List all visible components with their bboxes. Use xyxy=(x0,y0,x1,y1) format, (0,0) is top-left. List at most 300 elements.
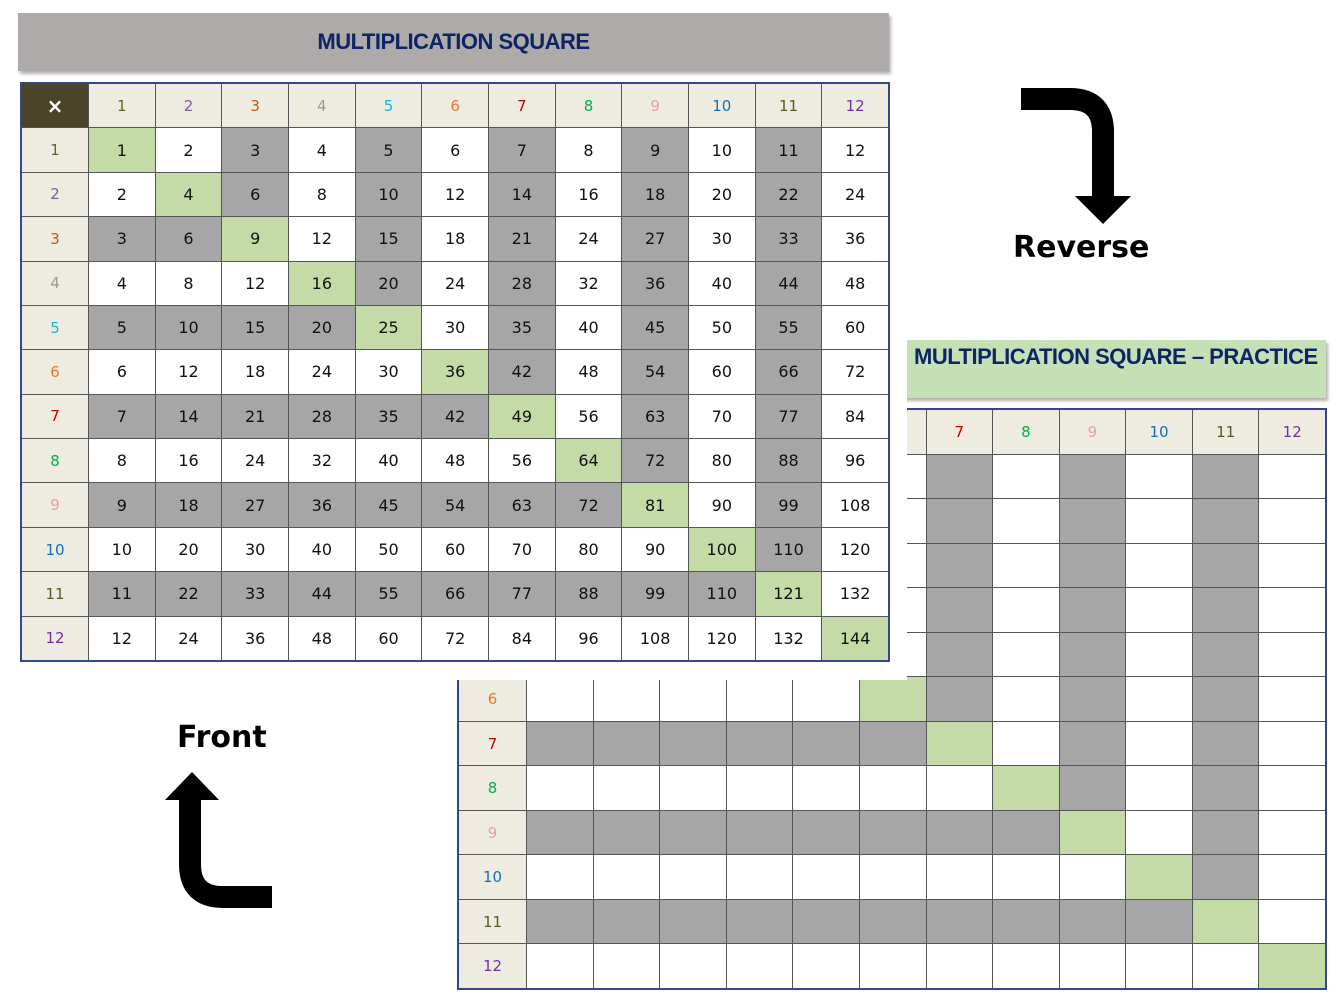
product-cell xyxy=(594,766,660,810)
product-cell xyxy=(1259,588,1325,632)
product-cell xyxy=(1259,944,1325,988)
product-cell: 21 xyxy=(222,395,288,438)
product-cell: 2 xyxy=(156,128,222,171)
product-cell xyxy=(860,722,926,766)
product-cell xyxy=(993,766,1059,810)
product-cell: 72 xyxy=(622,439,688,482)
reverse-arrow-icon xyxy=(0,0,1,1)
product-cell: 108 xyxy=(622,617,688,660)
product-cell: 42 xyxy=(422,395,488,438)
product-cell: 12 xyxy=(289,217,355,260)
product-cell xyxy=(527,900,593,944)
product-cell xyxy=(927,722,993,766)
product-cell xyxy=(1060,766,1126,810)
product-cell xyxy=(1259,766,1325,810)
product-cell: 9 xyxy=(622,128,688,171)
product-cell: 6 xyxy=(89,350,155,393)
product-cell xyxy=(727,766,793,810)
product-cell xyxy=(727,944,793,988)
product-cell xyxy=(993,722,1059,766)
product-cell: 4 xyxy=(89,262,155,305)
product-cell xyxy=(1126,811,1192,855)
product-cell: 35 xyxy=(489,306,555,349)
column-header: 10 xyxy=(1126,410,1192,454)
product-cell xyxy=(927,499,993,543)
product-cell: 14 xyxy=(156,395,222,438)
column-header: 12 xyxy=(822,84,888,127)
product-cell: 14 xyxy=(489,173,555,216)
product-cell: 121 xyxy=(756,572,822,615)
front-title-bar xyxy=(18,13,889,71)
product-cell: 45 xyxy=(356,483,422,526)
reverse-label: Reverse xyxy=(1013,230,1150,265)
product-cell xyxy=(927,633,993,677)
row-header: 12 xyxy=(459,944,526,988)
row-header: 5 xyxy=(22,306,88,349)
product-cell: 80 xyxy=(556,528,622,571)
product-cell xyxy=(793,722,859,766)
product-cell xyxy=(1193,544,1259,588)
product-cell: 70 xyxy=(489,528,555,571)
product-cell: 20 xyxy=(156,528,222,571)
product-cell: 63 xyxy=(489,483,555,526)
product-cell xyxy=(860,766,926,810)
product-cell xyxy=(993,811,1059,855)
product-cell xyxy=(1060,944,1126,988)
product-cell: 18 xyxy=(222,350,288,393)
product-cell xyxy=(927,900,993,944)
product-cell xyxy=(660,766,726,810)
product-cell: 28 xyxy=(289,395,355,438)
product-cell: 63 xyxy=(622,395,688,438)
column-header: 7 xyxy=(489,84,555,127)
product-cell: 20 xyxy=(689,173,755,216)
product-cell xyxy=(860,900,926,944)
product-cell: 49 xyxy=(489,395,555,438)
product-cell: 12 xyxy=(89,617,155,660)
product-cell: 30 xyxy=(356,350,422,393)
product-cell: 42 xyxy=(489,350,555,393)
product-cell: 66 xyxy=(422,572,488,615)
product-cell: 20 xyxy=(289,306,355,349)
product-cell xyxy=(1259,499,1325,543)
product-cell: 30 xyxy=(689,217,755,260)
product-cell xyxy=(927,811,993,855)
product-cell xyxy=(1193,811,1259,855)
product-cell: 12 xyxy=(156,350,222,393)
product-cell xyxy=(1259,677,1325,721)
product-cell: 12 xyxy=(422,173,488,216)
product-cell: 16 xyxy=(156,439,222,482)
product-cell xyxy=(1126,633,1192,677)
product-cell xyxy=(660,855,726,899)
product-cell: 60 xyxy=(356,617,422,660)
product-cell: 27 xyxy=(222,483,288,526)
row-header: 9 xyxy=(22,483,88,526)
product-cell: 40 xyxy=(289,528,355,571)
product-cell: 25 xyxy=(356,306,422,349)
column-header: 9 xyxy=(1060,410,1126,454)
product-cell xyxy=(594,944,660,988)
product-cell xyxy=(527,766,593,810)
product-cell xyxy=(927,944,993,988)
product-cell xyxy=(527,944,593,988)
product-cell: 132 xyxy=(756,617,822,660)
practice-title: MULTIPLICATION SQUARE – PRACTICE xyxy=(914,344,1318,369)
product-cell xyxy=(594,811,660,855)
product-cell: 22 xyxy=(756,173,822,216)
product-cell xyxy=(860,855,926,899)
product-cell xyxy=(993,544,1059,588)
column-header: 2 xyxy=(156,84,222,127)
row-header: 11 xyxy=(22,572,88,615)
product-cell xyxy=(660,944,726,988)
product-cell: 54 xyxy=(622,350,688,393)
product-cell: 5 xyxy=(89,306,155,349)
product-cell: 72 xyxy=(422,617,488,660)
product-cell: 15 xyxy=(356,217,422,260)
product-cell: 60 xyxy=(689,350,755,393)
product-cell xyxy=(1193,944,1259,988)
product-cell: 80 xyxy=(689,439,755,482)
product-cell: 96 xyxy=(556,617,622,660)
row-header: 2 xyxy=(22,173,88,216)
product-cell: 18 xyxy=(622,173,688,216)
product-cell xyxy=(1060,722,1126,766)
product-cell xyxy=(1193,499,1259,543)
product-cell xyxy=(1060,499,1126,543)
product-cell: 22 xyxy=(156,572,222,615)
product-cell: 99 xyxy=(622,572,688,615)
product-cell xyxy=(993,900,1059,944)
product-cell xyxy=(727,677,793,721)
product-cell xyxy=(1193,455,1259,499)
product-cell xyxy=(727,722,793,766)
product-cell xyxy=(793,900,859,944)
product-cell: 9 xyxy=(222,217,288,260)
product-cell: 88 xyxy=(756,439,822,482)
product-cell: 33 xyxy=(756,217,822,260)
product-cell xyxy=(594,855,660,899)
product-cell xyxy=(1126,855,1192,899)
product-cell: 8 xyxy=(556,128,622,171)
product-cell: 77 xyxy=(756,395,822,438)
product-cell: 12 xyxy=(222,262,288,305)
product-cell xyxy=(1193,677,1259,721)
product-cell xyxy=(1060,811,1126,855)
product-cell xyxy=(727,855,793,899)
product-cell: 9 xyxy=(89,483,155,526)
product-cell: 99 xyxy=(756,483,822,526)
product-cell: 50 xyxy=(356,528,422,571)
product-cell: 6 xyxy=(422,128,488,171)
product-cell xyxy=(527,677,593,721)
product-cell: 18 xyxy=(156,483,222,526)
product-cell xyxy=(793,677,859,721)
product-cell xyxy=(1259,633,1325,677)
product-cell: 132 xyxy=(822,572,888,615)
product-cell: 36 xyxy=(289,483,355,526)
product-cell: 24 xyxy=(289,350,355,393)
multiplication-sheet xyxy=(0,0,907,680)
product-cell: 10 xyxy=(89,528,155,571)
product-cell: 10 xyxy=(156,306,222,349)
product-cell xyxy=(594,722,660,766)
product-cell xyxy=(1193,855,1259,899)
product-cell xyxy=(927,677,993,721)
product-cell: 40 xyxy=(356,439,422,482)
product-cell: 5 xyxy=(356,128,422,171)
product-cell xyxy=(1259,811,1325,855)
row-header: 3 xyxy=(22,217,88,260)
product-cell: 88 xyxy=(556,572,622,615)
product-cell: 40 xyxy=(689,262,755,305)
product-cell xyxy=(660,677,726,721)
product-cell: 6 xyxy=(156,217,222,260)
product-cell xyxy=(527,855,593,899)
column-header: 1 xyxy=(89,84,155,127)
product-cell: 60 xyxy=(422,528,488,571)
row-header: 1 xyxy=(22,128,88,171)
product-cell: 3 xyxy=(89,217,155,260)
product-cell: 30 xyxy=(222,528,288,571)
product-cell xyxy=(793,766,859,810)
row-header: 4 xyxy=(22,262,88,305)
multiplication-grid xyxy=(20,82,890,662)
product-cell xyxy=(660,722,726,766)
product-cell xyxy=(727,900,793,944)
product-cell: 4 xyxy=(156,173,222,216)
product-cell: 45 xyxy=(622,306,688,349)
product-cell: 10 xyxy=(356,173,422,216)
column-header: 11 xyxy=(756,84,822,127)
front-title: MULTIPLICATION SQUARE xyxy=(317,29,590,54)
product-cell: 100 xyxy=(689,528,755,571)
product-cell: 6 xyxy=(222,173,288,216)
product-cell xyxy=(793,855,859,899)
row-header: 12 xyxy=(22,617,88,660)
product-cell xyxy=(1060,455,1126,499)
column-header: 5 xyxy=(356,84,422,127)
product-cell: 36 xyxy=(822,217,888,260)
product-cell: 8 xyxy=(289,173,355,216)
column-header: 8 xyxy=(993,410,1059,454)
product-cell: 84 xyxy=(822,395,888,438)
column-header: 12 xyxy=(1259,410,1325,454)
product-cell: 18 xyxy=(422,217,488,260)
product-cell: 11 xyxy=(756,128,822,171)
product-cell: 7 xyxy=(89,395,155,438)
product-cell: 81 xyxy=(622,483,688,526)
product-cell xyxy=(860,811,926,855)
product-cell: 55 xyxy=(756,306,822,349)
product-cell: 66 xyxy=(756,350,822,393)
product-cell xyxy=(727,811,793,855)
column-header: 11 xyxy=(1193,410,1259,454)
product-cell: 144 xyxy=(822,617,888,660)
product-cell: 36 xyxy=(222,617,288,660)
product-cell: 44 xyxy=(289,572,355,615)
product-cell: 90 xyxy=(622,528,688,571)
product-cell xyxy=(993,455,1059,499)
product-cell xyxy=(1193,633,1259,677)
product-cell: 44 xyxy=(756,262,822,305)
product-cell xyxy=(1060,544,1126,588)
product-cell xyxy=(527,811,593,855)
product-cell xyxy=(1126,900,1192,944)
product-cell: 110 xyxy=(756,528,822,571)
product-cell xyxy=(1126,722,1192,766)
product-cell: 30 xyxy=(422,306,488,349)
product-cell: 64 xyxy=(556,439,622,482)
product-cell: 56 xyxy=(556,395,622,438)
product-cell: 33 xyxy=(222,572,288,615)
product-cell: 50 xyxy=(689,306,755,349)
product-cell: 40 xyxy=(556,306,622,349)
product-cell: 21 xyxy=(489,217,555,260)
product-cell xyxy=(927,766,993,810)
product-cell: 11 xyxy=(89,572,155,615)
product-cell xyxy=(594,677,660,721)
product-cell xyxy=(1126,544,1192,588)
product-cell xyxy=(660,811,726,855)
product-cell: 4 xyxy=(289,128,355,171)
product-cell: 48 xyxy=(556,350,622,393)
product-cell: 72 xyxy=(556,483,622,526)
product-cell xyxy=(1193,766,1259,810)
product-cell: 60 xyxy=(822,306,888,349)
product-cell: 10 xyxy=(689,128,755,171)
row-header: 6 xyxy=(22,350,88,393)
product-cell xyxy=(1259,544,1325,588)
product-cell: 7 xyxy=(489,128,555,171)
product-cell: 48 xyxy=(822,262,888,305)
product-cell xyxy=(1060,633,1126,677)
product-cell xyxy=(1193,722,1259,766)
row-header: 7 xyxy=(459,722,526,766)
product-cell xyxy=(927,855,993,899)
product-cell xyxy=(1126,766,1192,810)
product-cell xyxy=(993,677,1059,721)
product-cell: 8 xyxy=(89,439,155,482)
corner-cell: × xyxy=(22,84,88,127)
product-cell: 90 xyxy=(689,483,755,526)
product-cell xyxy=(993,944,1059,988)
product-cell: 8 xyxy=(156,262,222,305)
product-cell xyxy=(1126,677,1192,721)
product-cell xyxy=(1060,588,1126,632)
product-cell: 56 xyxy=(489,439,555,482)
product-cell: 70 xyxy=(689,395,755,438)
column-header: 10 xyxy=(689,84,755,127)
column-header: 8 xyxy=(556,84,622,127)
product-cell: 16 xyxy=(289,262,355,305)
product-cell: 15 xyxy=(222,306,288,349)
product-cell: 12 xyxy=(822,128,888,171)
product-cell: 20 xyxy=(356,262,422,305)
product-cell: 54 xyxy=(422,483,488,526)
product-cell: 120 xyxy=(822,528,888,571)
row-header: 6 xyxy=(459,677,526,721)
product-cell xyxy=(793,944,859,988)
product-cell xyxy=(1126,455,1192,499)
product-cell xyxy=(927,544,993,588)
product-cell: 3 xyxy=(222,128,288,171)
row-header: 10 xyxy=(459,855,526,899)
product-cell: 84 xyxy=(489,617,555,660)
product-cell xyxy=(927,455,993,499)
product-cell xyxy=(993,588,1059,632)
product-cell: 32 xyxy=(289,439,355,482)
row-header: 10 xyxy=(22,528,88,571)
product-cell: 36 xyxy=(622,262,688,305)
product-cell: 16 xyxy=(556,173,622,216)
product-cell xyxy=(527,722,593,766)
product-cell xyxy=(1060,677,1126,721)
row-header: 7 xyxy=(22,395,88,438)
column-header: 7 xyxy=(927,410,993,454)
row-header: 8 xyxy=(459,766,526,810)
product-cell: 24 xyxy=(556,217,622,260)
row-header: 8 xyxy=(22,439,88,482)
product-cell xyxy=(860,944,926,988)
product-cell: 27 xyxy=(622,217,688,260)
product-cell xyxy=(993,855,1059,899)
product-cell: 28 xyxy=(489,262,555,305)
column-header: 6 xyxy=(422,84,488,127)
product-cell xyxy=(1193,588,1259,632)
product-cell xyxy=(860,677,926,721)
product-cell xyxy=(1060,855,1126,899)
product-cell xyxy=(1126,944,1192,988)
product-cell xyxy=(1193,900,1259,944)
product-cell xyxy=(1259,855,1325,899)
product-cell: 108 xyxy=(822,483,888,526)
product-cell: 1 xyxy=(89,128,155,171)
product-cell: 120 xyxy=(689,617,755,660)
product-cell xyxy=(660,900,726,944)
product-cell xyxy=(927,588,993,632)
product-cell: 35 xyxy=(356,395,422,438)
product-cell xyxy=(1259,900,1325,944)
product-cell: 2 xyxy=(89,173,155,216)
product-cell xyxy=(993,633,1059,677)
product-cell xyxy=(1259,455,1325,499)
product-cell: 36 xyxy=(422,350,488,393)
column-header: 9 xyxy=(622,84,688,127)
product-cell xyxy=(594,900,660,944)
product-cell xyxy=(993,499,1059,543)
product-cell: 24 xyxy=(156,617,222,660)
product-cell xyxy=(1060,900,1126,944)
product-cell: 72 xyxy=(822,350,888,393)
column-header: 3 xyxy=(222,84,288,127)
product-cell: 24 xyxy=(222,439,288,482)
product-cell: 48 xyxy=(422,439,488,482)
product-cell: 24 xyxy=(822,173,888,216)
row-header: 11 xyxy=(459,900,526,944)
product-cell xyxy=(793,811,859,855)
product-cell xyxy=(1126,588,1192,632)
product-cell xyxy=(1259,722,1325,766)
product-cell: 55 xyxy=(356,572,422,615)
product-cell: 77 xyxy=(489,572,555,615)
row-header: 9 xyxy=(459,811,526,855)
product-cell: 110 xyxy=(689,572,755,615)
product-cell: 24 xyxy=(422,262,488,305)
product-cell: 96 xyxy=(822,439,888,482)
product-cell xyxy=(1126,499,1192,543)
